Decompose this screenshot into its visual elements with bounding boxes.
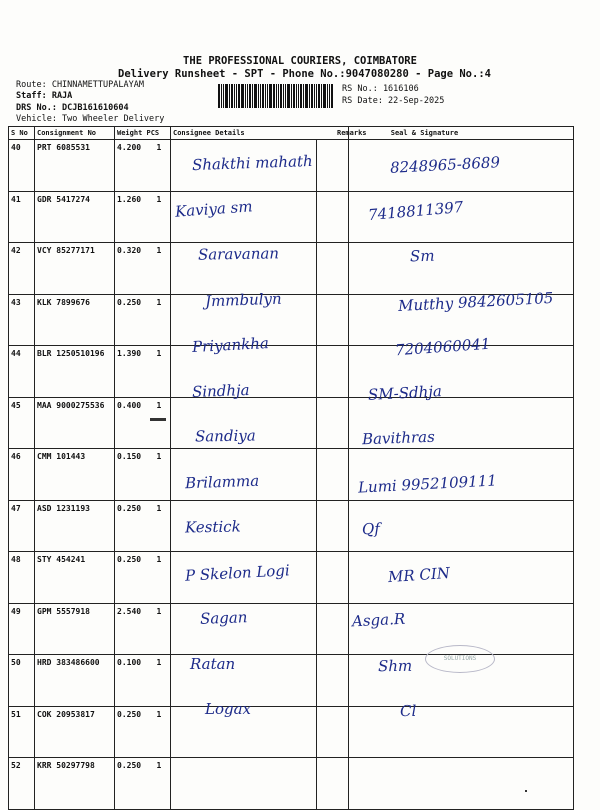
table-row [9, 706, 574, 758]
rs-number: RS No.: 1616106 [342, 84, 419, 94]
barcode-bar [269, 84, 272, 108]
row-pcs: 1 [155, 758, 171, 810]
barcode-bar [265, 84, 266, 108]
row-weight: 0.250 [115, 758, 155, 810]
row-weight: 0.250 [115, 706, 155, 758]
row-sno: 42 [9, 243, 35, 295]
row-pcs: 1 [155, 552, 171, 604]
row-seal-signature [349, 500, 574, 552]
row-pcs: 1 [155, 603, 171, 655]
runsheet-title: Delivery Runsheet - SPT - Phone No.:9047080280 - Page No.:4 [118, 68, 491, 80]
barcode [218, 84, 336, 108]
row-remarks [317, 191, 349, 243]
row-consignment-no: ASD 1231193 [35, 500, 115, 552]
table-header-row [9, 127, 574, 140]
row-seal-signature [349, 758, 574, 810]
row-consignment-no: MAA 9000275536 [35, 397, 115, 449]
row-remarks [317, 706, 349, 758]
staff-label: Staff: RAJA [16, 91, 73, 101]
barcode-bar [283, 84, 284, 108]
barcode-bar [241, 84, 244, 108]
col-header-seal [337, 127, 574, 140]
row-consignment-no: GDR 5417274 [35, 191, 115, 243]
row-pcs: 1 [155, 294, 171, 346]
barcode-bar [293, 84, 295, 108]
consignee-handwritten-name: Priyankha [191, 334, 270, 356]
row-consignment-no: VCY 85277171 [35, 243, 115, 295]
row-weight: 1.260 [115, 191, 155, 243]
barcode-bar [260, 84, 261, 108]
row-pcs: 1 [155, 655, 171, 707]
row-pcs: 1 [155, 140, 171, 192]
barcode-bar [249, 84, 251, 108]
barcode-bar [327, 84, 328, 108]
signature-handwritten: Lumi 9952109111 [357, 470, 498, 497]
table-row [9, 397, 574, 449]
barcode-bar [231, 84, 233, 108]
consignee-handwritten-name: Saravanan [197, 244, 280, 264]
barcode-bar [287, 84, 290, 108]
row-remarks [317, 552, 349, 604]
row-remarks [317, 346, 349, 398]
barcode-bar [262, 84, 264, 108]
col-header-seal-label: Seal & Signature [390, 129, 459, 137]
company-title: THE PROFESSIONAL COURIERS, COIMBATORE [183, 55, 417, 67]
row-weight: 0.250 [115, 552, 155, 604]
barcode-bar [331, 84, 333, 108]
signature-handwritten: Shm [377, 656, 413, 675]
signature-handwritten: MR CIN [387, 563, 451, 586]
row-weight: 1.390 [115, 346, 155, 398]
signature-handwritten: 8248965-8689 [389, 153, 501, 177]
row-pcs: 1 [155, 346, 171, 398]
barcode-bar [229, 84, 230, 108]
row-weight: 0.250 [115, 294, 155, 346]
barcode-bar [300, 84, 302, 108]
barcode-bar [298, 84, 299, 108]
row-sno: 41 [9, 191, 35, 243]
barcode-bar [309, 84, 310, 108]
barcode-bar [285, 84, 286, 108]
barcode-bar [314, 84, 315, 108]
table-row [9, 346, 574, 398]
col-header-consignee: Consignee Details [171, 127, 349, 140]
row-consignment-no: KLK 7899676 [35, 294, 115, 346]
row-consignment-no: HRD 383486600 [35, 655, 115, 707]
row-consignment-no: BLR 1250510196 [35, 346, 115, 398]
ink-speck [525, 790, 527, 792]
row-sno: 43 [9, 294, 35, 346]
row-sno: 49 [9, 603, 35, 655]
ink-smudge [150, 418, 166, 421]
barcode-bar [291, 84, 292, 108]
barcode-bar [273, 84, 275, 108]
row-consignment-no: PRT 6085531 [35, 140, 115, 192]
row-remarks [317, 500, 349, 552]
row-consignment-no: GPM 5557918 [35, 603, 115, 655]
barcode-bar [225, 84, 228, 108]
col-header-sno: S No [9, 127, 35, 140]
row-sno: 50 [9, 655, 35, 707]
barcode-bar [254, 84, 257, 108]
row-remarks [317, 655, 349, 707]
row-pcs: 1 [155, 191, 171, 243]
row-remarks [317, 449, 349, 501]
consignee-handwritten-name: Kestick [184, 517, 241, 537]
barcode-bar [245, 84, 246, 108]
consignee-handwritten-name: P Skelon Logi [184, 560, 291, 585]
row-weight: 2.540 [115, 603, 155, 655]
col-header-remarks: Remarks [337, 129, 367, 137]
consignee-handwritten-name: Jmmbulyn [204, 289, 282, 310]
barcode-bar [323, 84, 326, 108]
table-row [9, 552, 574, 604]
signature-handwritten: SM-Sdhja [367, 381, 443, 404]
barcode-bar [329, 84, 330, 108]
signature-handwritten: 7418811397 [367, 197, 465, 224]
barcode-bar [223, 84, 224, 108]
row-weight: 0.320 [115, 243, 155, 295]
col-header-consignment: Consignment No [35, 127, 115, 140]
barcode-bar [236, 84, 237, 108]
consignee-handwritten-name: Logax [205, 700, 251, 718]
row-consignment-no: COK 20953817 [35, 706, 115, 758]
row-remarks [317, 603, 349, 655]
row-pcs: 1 [155, 397, 171, 449]
row-consignment-no: STY 454241 [35, 552, 115, 604]
barcode-bar [258, 84, 259, 108]
runsheet-table [8, 126, 574, 810]
row-weight: 4.200 [115, 140, 155, 192]
row-remarks [317, 140, 349, 192]
consignee-handwritten-name: Kaviya sm [174, 196, 254, 221]
row-remarks [317, 397, 349, 449]
barcode-bar [321, 84, 322, 108]
signature-handwritten: Qf [361, 519, 381, 539]
row-sno: 52 [9, 758, 35, 810]
row-pcs: 1 [155, 706, 171, 758]
row-sno: 40 [9, 140, 35, 192]
barcode-bar [303, 84, 304, 108]
row-seal-signature [349, 706, 574, 758]
row-pcs: 1 [155, 243, 171, 295]
consignee-handwritten-name: Sindhja [191, 380, 250, 401]
barcode-bar [267, 84, 268, 108]
row-sno: 47 [9, 500, 35, 552]
barcode-bar [221, 84, 222, 108]
row-pcs: 1 [155, 500, 171, 552]
row-sno: 51 [9, 706, 35, 758]
barcode-bar [318, 84, 320, 108]
row-weight: 0.250 [115, 500, 155, 552]
row-sno: 45 [9, 397, 35, 449]
consignee-handwritten-name: Brilamma [184, 471, 260, 492]
row-remarks [317, 758, 349, 810]
barcode-bar [276, 84, 277, 108]
barcode-bar [311, 84, 313, 108]
row-consignment-no: KRR 50297798 [35, 758, 115, 810]
signature-handwritten: Cl [399, 701, 417, 721]
row-sno: 44 [9, 346, 35, 398]
row-pcs: 1 [155, 449, 171, 501]
row-sno: 48 [9, 552, 35, 604]
drs-number: DRS No.: DCJB161610604 [16, 103, 129, 113]
barcode-bar [238, 84, 240, 108]
signature-handwritten: Bavithras [361, 427, 436, 449]
signature-handwritten: 7204060041 [394, 334, 491, 360]
barcode-bar [234, 84, 235, 108]
route-label: Route: CHINNAMETTUPALAYAM [16, 80, 144, 90]
signature-handwritten: Mutthy 9842605105 [397, 288, 554, 315]
row-seal-signature [349, 552, 574, 604]
vehicle-label: Vehicle: Two Wheeler Delivery [16, 114, 165, 124]
table-row [9, 191, 574, 243]
signature-handwritten: Sm [409, 246, 435, 266]
consignee-handwritten-name: Ratan [190, 654, 236, 673]
col-header-weight-pcs: Weight PCS [115, 127, 171, 140]
barcode-bar [316, 84, 317, 108]
barcode-bar [278, 84, 279, 108]
consignee-handwritten-name: Sagan [199, 608, 248, 628]
table-row [9, 758, 574, 810]
row-weight: 0.150 [115, 449, 155, 501]
row-sno: 46 [9, 449, 35, 501]
barcode-bar [296, 84, 297, 108]
row-weight: 0.100 [115, 655, 155, 707]
rs-date: RS Date: 22-Sep-2025 [342, 96, 445, 106]
table-row [9, 603, 574, 655]
barcode-bar [280, 84, 282, 108]
consignee-handwritten-name: Shakthi mahath [191, 151, 313, 175]
row-consignment-no: CMM 101443 [35, 449, 115, 501]
row-remarks [317, 294, 349, 346]
company-stamp: SOLUTIONS [425, 645, 495, 673]
barcode-bar [305, 84, 308, 108]
row-weight: 0.400 [115, 397, 155, 449]
row-consignee-details [171, 758, 317, 810]
row-seal-signature [349, 243, 574, 295]
barcode-bar [247, 84, 248, 108]
barcode-bar [252, 84, 253, 108]
consignee-handwritten-name: Sandiya [194, 426, 256, 446]
table-row [9, 500, 574, 552]
row-remarks [317, 243, 349, 295]
table-row [9, 243, 574, 295]
barcode-bar [218, 84, 220, 108]
signature-handwritten: Asga.R [351, 609, 406, 631]
